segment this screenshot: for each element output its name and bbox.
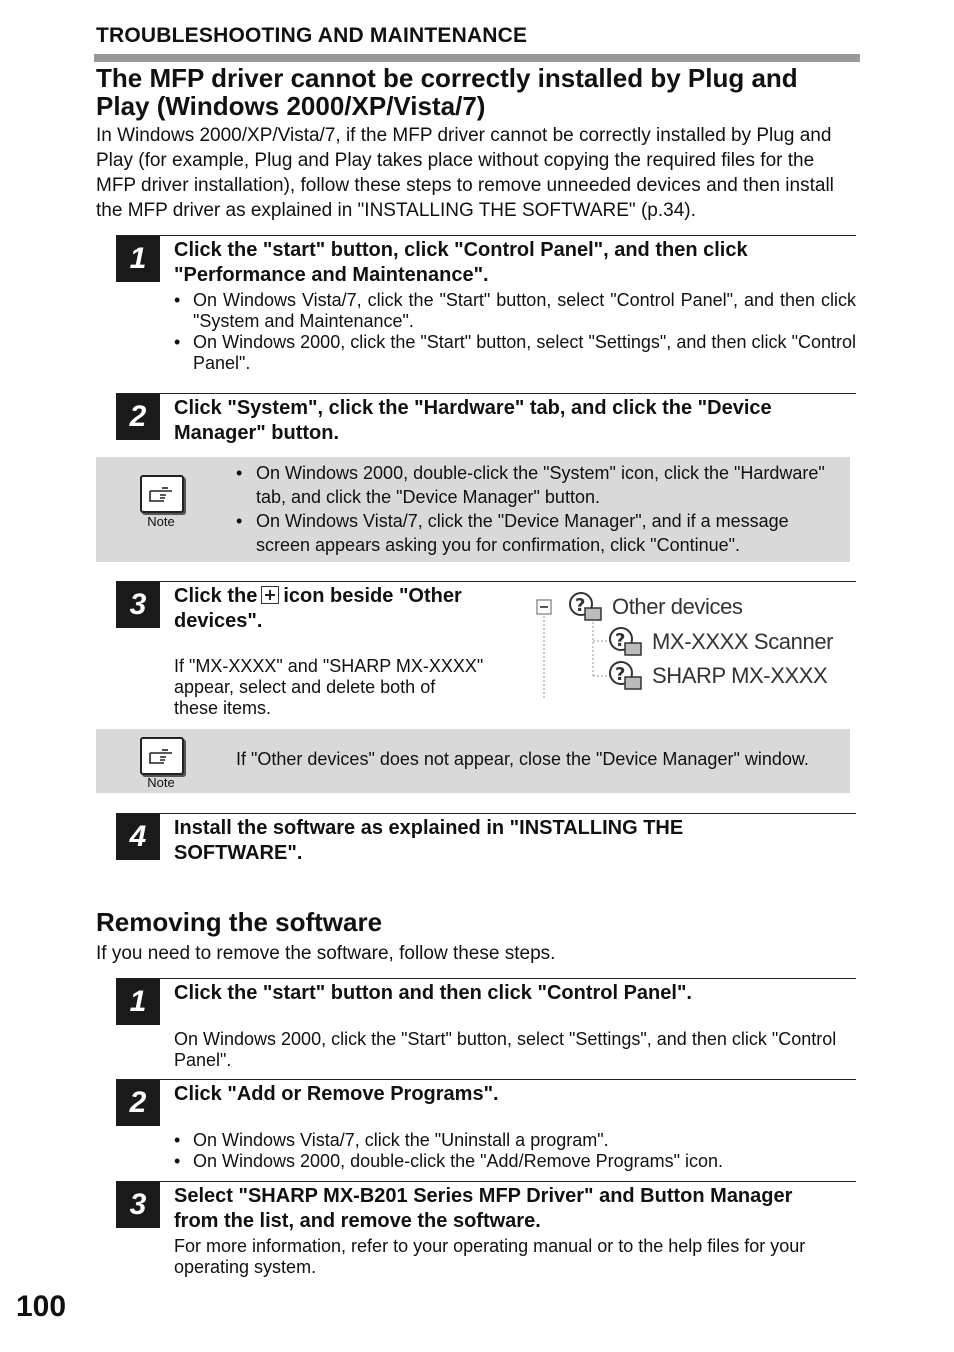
note-hand-icon [140, 475, 184, 513]
step-number: 1 [116, 236, 160, 282]
step-title: Click "Add or Remove Programs". [174, 1083, 499, 1105]
step-divider [116, 581, 856, 582]
list-item: • On Windows Vista/7, click the "Start" button, select "Control Panel", and then click "System and Maintenance". [174, 290, 856, 332]
step-title: Install the software as explained in "INSTALLING THE SOFTWARE". [174, 817, 684, 864]
step-title: Click the "start" button, click "Control Panel", and then click "Performance and Maintenance". [174, 239, 748, 286]
step-title: Click "System", click the "Hardware" tab, and click the "Device Manager" button. [174, 397, 772, 444]
step-title [174, 584, 524, 634]
svg-text:?: ? [575, 595, 586, 616]
list-item: • On Windows 2000, double-click the "System" icon, click the "Hardware" tab, and click the "Device Manager" button. [236, 461, 836, 509]
step-divider [116, 1181, 856, 1182]
subsection-intro: If you need to remove the software, follow these steps. [96, 943, 556, 964]
step-divider [116, 1079, 856, 1080]
note-label: Note [147, 514, 175, 529]
step-bullets [174, 1130, 856, 1172]
step-body: If "MX-XXXX" and "SHARP MX-XXXX" appear, select and delete both of these items. [174, 656, 484, 718]
step-number: 3 [116, 1182, 160, 1228]
step-title-part: icon beside "Other devices". [174, 585, 462, 632]
unknown-device-icon [607, 659, 643, 693]
svg-text:?: ? [615, 664, 626, 685]
step-divider [116, 393, 856, 394]
step-divider [116, 813, 856, 814]
step-bullets [174, 290, 856, 374]
header-rule [94, 54, 860, 62]
step-body: On Windows 2000, click the "Start" button, select "Settings", and then click "Control Panel". [174, 1029, 837, 1070]
note-box [96, 729, 850, 793]
step-body: For more information, refer to your operating manual or to the help files for your operating system. [174, 1236, 806, 1277]
step-number: 2 [116, 394, 160, 440]
note-box [96, 457, 850, 562]
subsection-title: Removing the software [96, 907, 383, 937]
step-divider [116, 978, 856, 979]
note-list [236, 461, 836, 557]
page-title: The MFP driver cannot be correctly installed by Plug and Play (Windows 2000/XP/Vista/7) [96, 63, 798, 121]
list-item: • On Windows 2000, click the "Start" button, select "Settings", and then click "Control Panel". [174, 332, 856, 374]
step-title: Select "SHARP MX-B201 Series MFP Driver" and Button Manager from the list, and remove the software. [174, 1185, 793, 1232]
step-title-part: Click the [174, 585, 258, 607]
unknown-device-icon [607, 625, 643, 659]
section-header: TROUBLESHOOTING AND MAINTENANCE [96, 24, 528, 47]
device-tree-screenshot [533, 588, 853, 698]
note-hand-icon [140, 737, 184, 775]
tree-item-sharp: SHARP MX-XXXX [652, 663, 828, 688]
list-item: • On Windows 2000, double-click the "Add/Remove Programs" icon. [174, 1151, 856, 1172]
step-title: Click the "start" button and then click "Control Panel". [174, 982, 692, 1004]
step-number: 3 [116, 582, 160, 628]
note-text: If "Other devices" does not appear, close the "Device Manager" window. [236, 749, 809, 769]
step-number: 4 [116, 814, 160, 860]
step-number: 1 [116, 979, 160, 1025]
tree-item-other-devices: Other devices [612, 594, 743, 619]
page-number: 100 [16, 1290, 67, 1323]
expand-plus-icon [261, 586, 279, 604]
unknown-device-icon [567, 590, 603, 624]
intro-paragraph: In Windows 2000/XP/Vista/7, if the MFP driver cannot be correctly installed by Plug and Play (for example, Plug and Play takes place without copying the required files for the MFP driver installation), follow these steps to remove unneeded devices and then install the MFP driver as explained in "INSTALLING THE SOFTWARE" (p.34). [96, 125, 834, 221]
svg-text:?: ? [615, 630, 626, 651]
note-label: Note [147, 775, 175, 790]
list-item: • On Windows Vista/7, click the "Device Manager", and if a message screen appears asking you for confirmation, click "Continue". [236, 509, 836, 557]
list-item: • On Windows Vista/7, click the "Uninstall a program". [174, 1130, 856, 1151]
tree-item-scanner: MX-XXXX Scanner [652, 629, 834, 654]
step-number: 2 [116, 1080, 160, 1126]
step-divider [116, 235, 856, 236]
